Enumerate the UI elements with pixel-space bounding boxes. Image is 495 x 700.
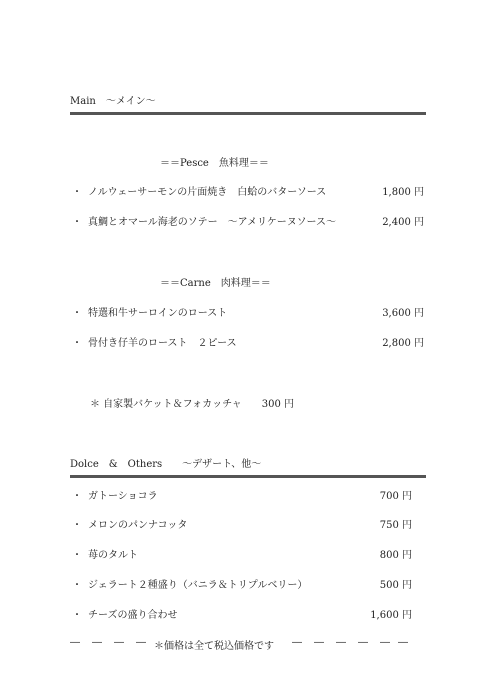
menu-item-price: 750 円 [379, 520, 412, 531]
menu-item-price: 3,600 円 [382, 308, 424, 319]
bullet: ・ [72, 610, 82, 621]
menu-item [72, 546, 424, 560]
footer-dash: ― [70, 637, 80, 648]
main-section-heading: Main ～メイン～ [70, 96, 156, 107]
menu-item-name: チーズの盛り合わせ [88, 610, 178, 621]
menu-item-price: 2,800 円 [382, 338, 424, 349]
dolce-section-heading: Dolce & Others ～デザート、他～ [70, 459, 262, 470]
menu-item-price: 500 円 [379, 580, 412, 591]
menu-item-name: ガトーショコラ [88, 491, 158, 502]
menu-item [72, 606, 424, 620]
menu-item [72, 183, 424, 197]
bullet: ・ [72, 550, 82, 561]
footer-dash: ― [314, 637, 324, 648]
pesce-heading: ＝＝Pesce 魚料理＝＝ [160, 158, 269, 169]
menu-item-name: 骨付き仔羊のロースト ２ピース [88, 338, 237, 349]
footer [70, 637, 410, 651]
footer-dash: ― [380, 637, 390, 648]
footer-dash: ― [136, 637, 146, 648]
menu-item-name: メロンのパンナコッタ [88, 520, 188, 531]
bullet: ・ [72, 338, 82, 349]
menu-item [72, 304, 424, 318]
menu-item-name: ジェラート２種盛り（バニラ＆トリプルベリー） [88, 580, 308, 591]
bullet: ・ [72, 187, 82, 198]
bullet: ・ [72, 491, 82, 502]
footer-dash: ― [92, 637, 102, 648]
menu-item-price: 700 円 [379, 491, 412, 502]
bullet: ・ [72, 217, 82, 228]
footer-dash: ― [398, 637, 408, 648]
menu-item-name: 苺のタルト [88, 550, 138, 561]
footer-dash: ― [114, 637, 124, 648]
menu-item-name: 特選和牛サーロインのロースト [88, 308, 228, 319]
bullet: ・ [72, 580, 82, 591]
menu-item-price: 1,800 円 [382, 187, 424, 198]
menu-item [72, 213, 424, 227]
menu-item-name: ノルウェーサーモンの片面焼き 白蛤のバターソース [88, 187, 327, 198]
menu-item [72, 516, 424, 530]
menu-item [72, 576, 424, 590]
menu-item [72, 487, 424, 501]
menu-item-price: 1,600 円 [370, 610, 412, 621]
menu-item-price: 2,400 円 [382, 217, 424, 228]
main-heading-rule [70, 112, 426, 115]
footer-dash: ― [292, 637, 302, 648]
carne-heading: ＝＝Carne 肉料理＝＝ [160, 278, 271, 289]
bullet: ・ [72, 520, 82, 531]
bullet: ・ [72, 308, 82, 319]
menu-item-price: 800 円 [379, 550, 412, 561]
bread-note: ＊ 自家製バケット＆フォカッチャ 300 円 [90, 399, 295, 410]
menu-item-name: 真鯛とオマール海老のソテー ～アメリケーヌソース～ [88, 217, 336, 228]
footer-dash: ― [358, 637, 368, 648]
dolce-heading-rule [70, 475, 426, 478]
menu-item [72, 334, 424, 348]
tax-note: ＊価格は全て税込価格です [154, 641, 274, 652]
footer-dash: ― [336, 637, 346, 648]
